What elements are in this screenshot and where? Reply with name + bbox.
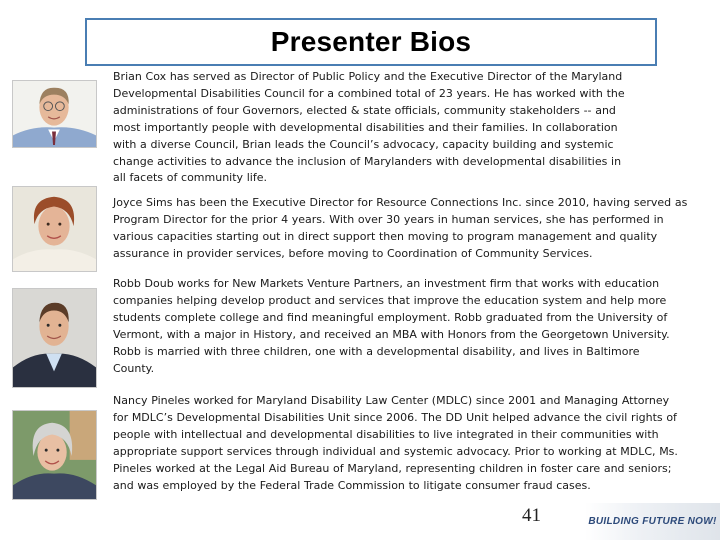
portrait-man-suit-icon: [13, 289, 96, 387]
portrait-woman-gray-hair-icon: [13, 411, 96, 499]
portrait-woman-short-hair-icon: [13, 187, 96, 271]
presenter-photo-brian-cox: [12, 80, 97, 148]
presenter-photo-robb-doub: [12, 288, 97, 388]
presenter-photo-joyce-sims: [12, 186, 97, 272]
title-box: [85, 18, 657, 66]
brand-logo: [585, 503, 720, 540]
portrait-man-glasses-icon: [13, 81, 96, 147]
presenter-photo-nancy-pineles: [12, 410, 97, 500]
bio-brian-cox: Brian Cox has served as Director of Public Policy and the Executive Director of the Maryland Developmental Disabilities Council for a combined total of 23 years. He has worked with the administrations of four Governors, elected & state officials, community stakeholders -- and most importantly people with developmental disabilities and their families. In collaboration with a diverse Council, Brian leads the Council’s advocacy, capacity building and systemic change activities to advance the inclusion of Marylanders with developmental disabilities in all facets of community life.: [113, 70, 625, 185]
page-number: 41: [522, 505, 541, 526]
brand-logo-text: BUILDING FUTURE NOW!: [588, 516, 717, 527]
page-title: Presenter Bios: [270, 26, 472, 57]
bio-nancy-pineles: Nancy Pineles worked for Maryland Disability Law Center (MDLC) since 2001 and Managing Attorney for MDLC’s Developmental Disabilities Unit since 2006. The DD Unit helped advance the civil rights of people with intellectual and developmental disabilities to live integrated in their communities with appropriate support services through individual and systemic advocacy. Prior to working at MDLC, Ms. Pineles worked at the Legal Aid Bureau of Maryland, representing children in foster care and seniors; and was employed by the Federal Trade Commission to litigate consumer fraud cases.: [113, 394, 678, 492]
bio-joyce-sims: Joyce Sims has been the Executive Director for Resource Connections Inc. since 2010, having served as Program Director for the prior 4 years. With over 30 years in human services, she has performed in various capacities starting out in direct support then moving to program management and quality assurance in provider services, before moving to Coordination of Community Services.: [113, 196, 688, 260]
bio-robb-doub: Robb Doub works for New Markets Venture Partners, an investment firm that works with education companies helping develop product and services that improve the education system and help more students complete college and find meaningful employment. Robb graduated from the University of Vermont, with a major in History, and received an MBA with Honors from the Georgetown University. Robb is married with three children, one with a developmental disability, and lives in Baltimore County.: [113, 277, 670, 375]
